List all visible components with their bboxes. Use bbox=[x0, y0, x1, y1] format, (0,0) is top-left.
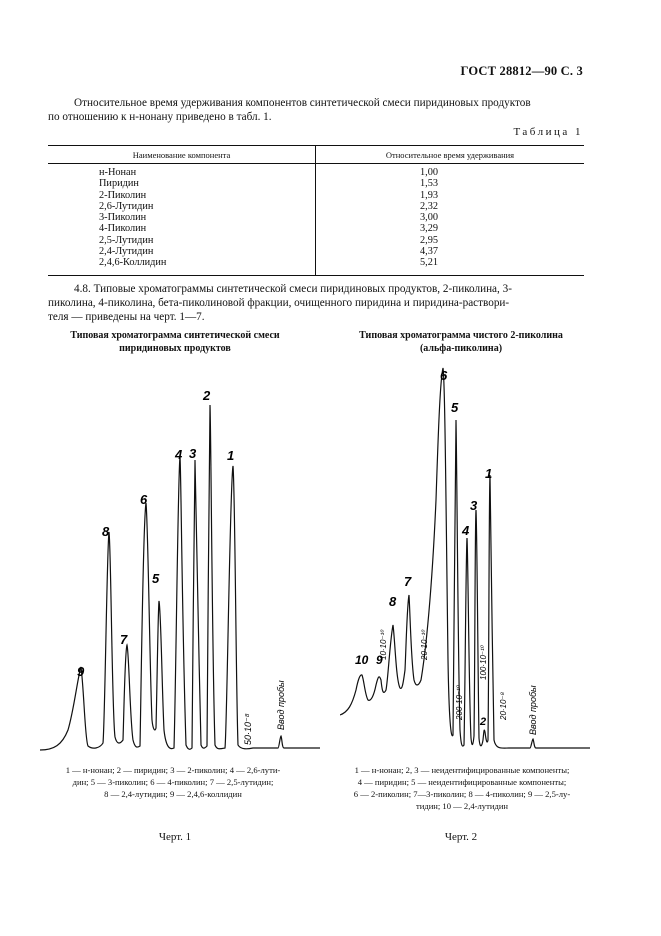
chart2-peak-label-9: 9 bbox=[376, 653, 383, 667]
chart2-peak-label-4: 4 bbox=[462, 523, 470, 538]
chart2-attenuation-20e8: 20·10⁻⁸ bbox=[499, 691, 508, 720]
chart2-title-line-1: Типовая хроматограмма чистого 2-пиколина bbox=[359, 330, 563, 341]
table-cell-name: н-Нонан bbox=[99, 167, 137, 178]
section-line-2: пиколина, 4-пиколина, бета-пиколиновой фракции, очищенного пиридина и пиридина-раствори- bbox=[48, 297, 510, 309]
chart2-attenuation-100e10: 100·10⁻¹⁰ bbox=[479, 644, 488, 680]
table-cell-value: 5,21 bbox=[420, 257, 439, 269]
chart2-legend-line-2: 4 — пиридин; 5 — неидентифицированные компоненты; bbox=[357, 777, 567, 787]
table-cell-value: 1,00 bbox=[420, 167, 439, 178]
chart1-attenuation-label: 50·10⁻⁸ bbox=[243, 713, 253, 745]
chart1-legend bbox=[32, 764, 314, 800]
chart2-legend bbox=[322, 764, 602, 812]
chart1-injection-label: Ввод пробы bbox=[276, 680, 286, 730]
page-header: ГОСТ 28812—90 С. 3 bbox=[460, 64, 583, 78]
table-cell-name: 2-Пиколин bbox=[99, 189, 147, 201]
chart1-peak-label-6: 6 bbox=[140, 492, 148, 507]
table-cell-value: 3,00 bbox=[420, 212, 439, 224]
table-cell-name: 2,4,6-Коллидин bbox=[99, 257, 167, 269]
chart2-peak-label-7: 7 bbox=[404, 574, 412, 589]
chart1-legend-line-3: 8 — 2,4-лутидин; 9 — 2,4,6-коллидин bbox=[104, 789, 242, 799]
chart2-peak-label-6: 6 bbox=[440, 368, 448, 383]
table-cell-value: 2,32 bbox=[420, 200, 439, 212]
chart2-attenuation-10e10: 10·10⁻¹⁰ bbox=[379, 629, 388, 660]
table-values-column bbox=[420, 167, 438, 269]
table-cell-name: 3-Пиколин bbox=[99, 212, 147, 224]
chart1-figure-label: Черт. 1 bbox=[158, 831, 192, 843]
chart1-peak-label-3: 3 bbox=[189, 446, 197, 461]
chart2-injection-label: Ввод пробы bbox=[528, 685, 538, 735]
chart1-peak-label-5: 5 bbox=[152, 571, 160, 586]
section-4-8-paragraph bbox=[48, 282, 583, 324]
table-cell-name: 2,5-Лутидин bbox=[99, 234, 154, 246]
table-caption: Таблица 1 bbox=[513, 126, 583, 138]
table-cell-value: 3,29 bbox=[420, 223, 439, 235]
chart2-trace bbox=[340, 368, 590, 748]
chart1-title-line-1: Типовая хроматограмма синтетической смеси bbox=[70, 330, 280, 341]
chart2-title bbox=[326, 329, 596, 355]
chart2-legend-line-1: 1 — н-нонан; 2, 3 — неидентифицированные компоненты; bbox=[354, 765, 570, 775]
chart1-peak-label-1: 1 bbox=[227, 448, 235, 463]
chart1-peak-label-2: 2 bbox=[203, 388, 211, 403]
chart2-legend-line-4: тидин; 10 — 2,4-лутидин bbox=[415, 801, 509, 811]
table-header-component: Наименование компонента bbox=[132, 150, 231, 160]
chart2-peak-label-2: 2 bbox=[480, 716, 487, 728]
chart2-attenuation-200e10: 200·10⁻¹⁰ bbox=[455, 684, 464, 720]
chart2-legend-line-3: 6 — 2-пиколин; 7—3-пиколин; 8 — 4-пиколин; 9 — 2,5-лу- bbox=[353, 789, 571, 799]
table-cell-value: 1,93 bbox=[420, 189, 439, 201]
chart2-peak-label-5: 5 bbox=[451, 400, 459, 415]
chart2-peak-label-3: 3 bbox=[470, 498, 478, 513]
intro-line-1: Относительное время удерживания компонентов синтетической смеси пиридиновых продуктов bbox=[74, 97, 531, 109]
chart1-title-line-2: пиридиновых продуктов bbox=[119, 343, 231, 354]
intro-line-2: по отношению к н-нонану приведено в табл. 1. bbox=[48, 111, 272, 123]
section-line-3: теля — приведены на черт. 1—7. bbox=[48, 311, 205, 323]
chart2-title-line-2: (альфа-пиколина) bbox=[419, 343, 503, 354]
intro-paragraph bbox=[48, 96, 583, 124]
section-line-1: 4.8. Типовые хроматограммы синтетической смеси пиридиновых продуктов, 2-пиколина, 3- bbox=[74, 283, 512, 295]
chart2-peak-label-10: 10 bbox=[355, 653, 369, 667]
chart2-chromatogram bbox=[340, 360, 590, 760]
chart1-peak-label-8: 8 bbox=[102, 524, 110, 539]
chart1-legend-line-1: 1 — н-нонан; 2 — пиридин; 3 — 2-пиколин; 4 — 2,6-лути- bbox=[65, 765, 281, 775]
chart1-peak-label-7: 7 bbox=[120, 632, 128, 647]
table-header-time: Относительное время удерживания bbox=[385, 150, 515, 160]
table-cell-name: 2,6-Лутидин bbox=[99, 200, 154, 212]
chart2-figure-label: Черт. 2 bbox=[444, 831, 478, 843]
chart1-title bbox=[40, 329, 310, 355]
chart1-chromatogram bbox=[40, 360, 320, 760]
table-cell-name: 2,4-Лутидин bbox=[99, 246, 154, 258]
table-cell-value: 4,37 bbox=[420, 246, 439, 258]
table-1 bbox=[48, 145, 584, 275]
table-cell-name: Пиридин bbox=[99, 178, 139, 190]
chart2-peak-label-1: 1 bbox=[485, 466, 493, 481]
chart2-peak-label-8: 8 bbox=[389, 594, 397, 609]
chart2-attenuation-20e10-left: 20·10⁻¹⁰ bbox=[420, 629, 429, 660]
chart1-peak-label-4: 4 bbox=[175, 447, 183, 462]
table-cell-name: 4-Пиколин bbox=[99, 223, 147, 235]
table-names-column bbox=[99, 167, 166, 269]
chart1-peak-label-9: 9 bbox=[77, 664, 85, 679]
table-cell-value: 1,53 bbox=[420, 178, 439, 190]
chart1-legend-line-2: дин; 5 — 3-пиколин; 6 — 4-пиколин; 7 — 2,5-лутидин; bbox=[72, 777, 274, 787]
table-cell-value: 2,95 bbox=[420, 234, 439, 246]
